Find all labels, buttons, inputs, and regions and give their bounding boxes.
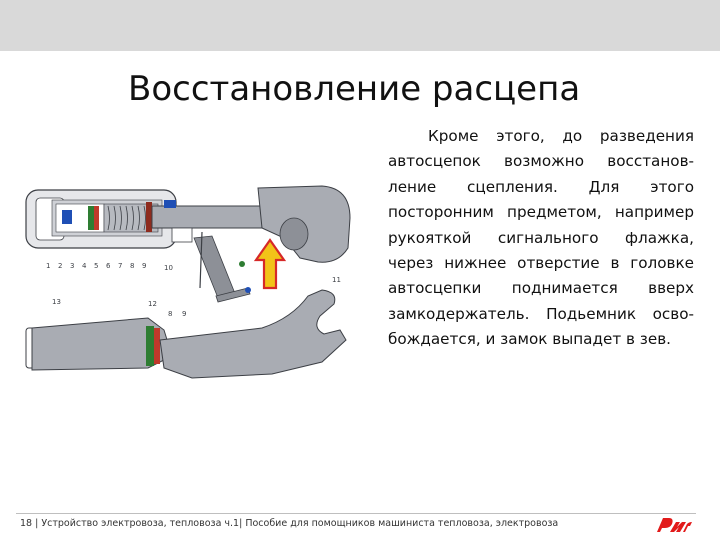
label-4: 4 xyxy=(82,262,87,270)
green-plate-top xyxy=(88,206,94,230)
label-3: 3 xyxy=(70,262,75,270)
label-8-bottom: 8 xyxy=(168,310,173,318)
label-7: 7 xyxy=(118,262,123,270)
footer-divider xyxy=(16,513,696,514)
red-plate-top-2 xyxy=(146,202,152,232)
label-9-bottom: 9 xyxy=(182,310,187,318)
footer-text: 18 | Устройство электровоза, тепловоза ч.1| Пособие для помощников машиниста тепловоза, электровоза xyxy=(20,518,559,529)
header-band xyxy=(0,0,720,51)
coupler-diagram xyxy=(22,178,360,388)
label-5: 5 xyxy=(94,262,99,270)
label-13: 13 xyxy=(52,298,61,306)
slide-title: Восстановление расцепа xyxy=(128,69,581,109)
label-1: 1 xyxy=(46,262,51,270)
label-2: 2 xyxy=(58,262,63,270)
coupler-knuckle-top xyxy=(280,218,308,250)
label-11: 11 xyxy=(332,276,341,284)
coupler-head-bottom xyxy=(160,290,346,378)
highlight-arrow xyxy=(256,240,284,288)
top-labels xyxy=(46,262,341,284)
body-paragraph: Кроме этого, до разведения автосцепок возможно восстанов-ление сцепления. Для этого посторонним предметом, например рукояткой сигнального флажка, через нижнее отверстие в головке автосцепки поднимается вверх замкодержатель. Подьемник осво-бождается, и замок выпадет в зев. xyxy=(388,127,694,349)
uncoupling-lever xyxy=(194,232,251,302)
red-plate-top xyxy=(94,206,99,230)
label-10: 10 xyxy=(164,264,173,272)
draft-gear-bottom xyxy=(26,318,179,370)
label-6: 6 xyxy=(106,262,111,270)
label-12: 12 xyxy=(148,300,157,308)
bottom-labels xyxy=(52,298,186,318)
blue-wedge-top xyxy=(62,210,72,224)
label-8: 8 xyxy=(130,262,135,270)
label-9: 9 xyxy=(142,262,147,270)
rzd-logo xyxy=(654,514,694,536)
